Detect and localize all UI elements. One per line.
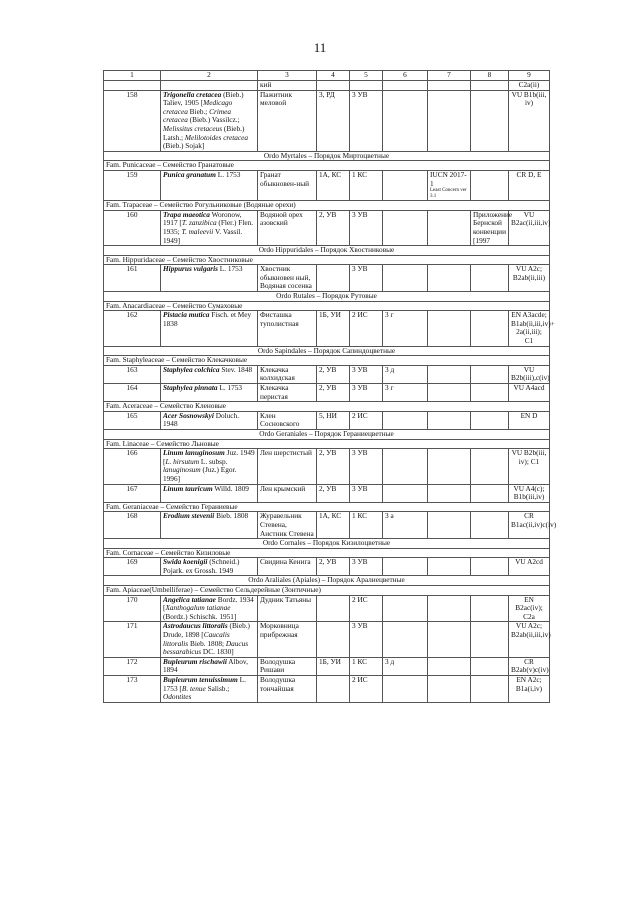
species-name: Acer Sosnowskyi Doluch. 1948 [161, 411, 258, 429]
iucn-cell [428, 622, 471, 657]
synonym-name: Odontites [163, 692, 192, 702]
family-heading: Fam. Cornaceae – Семейство Кизиловые [104, 548, 550, 558]
header-cell: 2 [161, 71, 258, 81]
convention-cell [471, 311, 509, 346]
criteria-cell: CR B2ab(v)c(iv) [509, 657, 550, 675]
criteria-cell: EN A2c; B1a(i,iv) [509, 676, 550, 703]
iucn-cell [428, 210, 471, 245]
species-name: Staphylea colchica Stev. 1848 [161, 365, 258, 383]
column-6-cell: 3 а [383, 512, 428, 539]
russian-name: Клекачка перистая [258, 384, 317, 402]
category-cell [317, 595, 350, 622]
convention-cell [471, 384, 509, 402]
iucn-note: Least Concern ver 3.1 [430, 188, 467, 200]
column-6-cell: 3 д [383, 657, 428, 675]
iucn-cell [428, 365, 471, 383]
category-cell: 1А, КС [317, 170, 350, 200]
order-heading: Ordo Araliales (Apiales) – Порядок Аралиецветные [104, 576, 550, 586]
iucn-cell [428, 595, 471, 622]
criteria-cell: VU B2b(iii, iv); C1 [509, 449, 550, 484]
species-name: Swida koenigii (Schneid.) Pojark. ex Grossh. 1949 [161, 558, 258, 576]
species-name: Linum tauricum Willd. 1809 [161, 484, 258, 502]
russian-name: Володушка тончайшая [258, 676, 317, 703]
iucn-cell [428, 265, 471, 292]
column-6-cell [383, 210, 428, 245]
table-row [104, 365, 550, 383]
russian-name: Дудник Татьяны [258, 595, 317, 622]
russian-name: Лен шерстистый [258, 449, 317, 484]
species-name: Bupleurum tenuissimum L. 1753 [B. tenue Salisb.; Odontites [161, 676, 258, 703]
iucn-cell [428, 311, 471, 346]
order-heading: Ordo Hippuridales – Порядок Хвостниковые [104, 246, 550, 256]
header-row [104, 71, 550, 81]
criteria-cell: CR D, E [509, 170, 550, 200]
iucn-cell [428, 657, 471, 675]
iucn-cell [428, 411, 471, 429]
table-row [104, 384, 550, 402]
russian-name: Фисташка туполистная [258, 311, 317, 346]
table-row [104, 676, 550, 703]
russian-name: Хвостник обыкновен ный, Водяная сосенка [258, 265, 317, 292]
table-row [104, 210, 550, 245]
header-cell: 3 [258, 71, 317, 81]
order-heading: Ordo Geraniales – Порядок Гераниецветные [104, 429, 550, 439]
species-latin-name: Staphylea pinnata [163, 383, 218, 392]
status-cell: 3 УВ [350, 622, 383, 657]
criteria-cell: VU A2cd [509, 558, 550, 576]
header-cell: 4 [317, 71, 350, 81]
species-name: Linum lanuginosum Juz. 1949 [L. hirsutum L. subsp. lanuginosum (Juz.) Egor. 1996] [161, 449, 258, 484]
continuation-cell: C2a(ii) [509, 81, 550, 91]
species-latin-name: Staphylea colchica [163, 364, 220, 374]
species-name: Trigonella cretacea (Bieb.) Taliev, 1905 [Medicago cretacea Bieb.; Crimea cretacea (Bieb.) Vassilcz.; Melissitus cretaceus (Bieb.) Latsh.; Melilotoides cretacea (Bieb.) Sojak] [161, 90, 258, 151]
column-6-cell: 3 г [383, 311, 428, 346]
category-cell [317, 265, 350, 292]
table-row [104, 170, 550, 200]
species-name: Angelica tatianae Bordz. 1934 [Xanthogalum tatianae (Bordz.) Schischk. 1951] [161, 595, 258, 622]
category-cell: 2, УВ [317, 558, 350, 576]
status-cell: 2 ИС [350, 676, 383, 703]
iucn-cell [428, 90, 471, 151]
family-heading: Fam. Trapaceae – Семейство Рогульниковые (Водяные орехи) [104, 201, 550, 211]
species-number: 171 [104, 622, 161, 657]
column-6-cell [383, 484, 428, 502]
species-name: Punica granatum L. 1753 [161, 170, 258, 200]
table-row [104, 90, 550, 151]
criteria-cell: CR B1ac(ii,iv)c(iv) [509, 512, 550, 539]
category-cell: 5, НИ [317, 411, 350, 429]
status-cell: 3 УВ [350, 449, 383, 484]
species-number: 165 [104, 411, 161, 429]
continuation-cell [471, 81, 509, 91]
page-number: 11 [313, 40, 327, 55]
species-number: 173 [104, 676, 161, 703]
category-cell: 1Б, УИ [317, 311, 350, 346]
convention-cell [471, 484, 509, 502]
synonym-name: Medicago cretacea [163, 98, 233, 116]
iucn-cell [428, 484, 471, 502]
species-latin-name: Trapa maeotica [163, 209, 210, 219]
category-cell: 2, УВ [317, 210, 350, 245]
family-heading: Fam. Apiaceae(Umbelliferae) – Семейство Сельдерейные (Зонтичные) [104, 586, 550, 596]
convention-cell [471, 411, 509, 429]
russian-name: Клен Сосновского [258, 411, 317, 429]
species-name: Pistacia mutica Fisch. et Mey 1838 [161, 311, 258, 346]
column-6-cell [383, 90, 428, 151]
order-heading: Ordo Myrtales – Порядок Миртоцветные [104, 151, 550, 161]
synonym-name: Melilotoides cretacea [184, 132, 249, 142]
species-name: Hippurus vulgaris L. 1753 [161, 265, 258, 292]
continuation-cell [350, 81, 383, 91]
family-heading: Fam. Anacardiaceae – Семейство Сумаховые [104, 301, 550, 311]
species-number: 167 [104, 484, 161, 502]
species-name: Bupleurum rischawii Albov, 1894 [161, 657, 258, 675]
category-cell: 3, РД [317, 90, 350, 151]
convention-cell [471, 265, 509, 292]
family-heading: Fam. Linaceae – Семейство Льновые [104, 439, 550, 449]
species-latin-name: Bupleurum tenuissimum [163, 675, 238, 684]
synonym-name: Crimea cretacea [163, 106, 232, 125]
order-row [104, 539, 550, 549]
species-number: 166 [104, 449, 161, 484]
species-latin-name: Astrodaucus littoralis [163, 621, 228, 631]
continuation-cell: кий [258, 81, 317, 91]
order-row [104, 246, 550, 256]
iucn-cell [428, 558, 471, 576]
iucn-cell [428, 676, 471, 703]
status-cell: 3 УВ [350, 558, 383, 576]
convention-cell [471, 558, 509, 576]
convention-cell [471, 676, 509, 703]
status-cell: 2 ИС [350, 595, 383, 622]
continuation-cell [104, 81, 161, 91]
synonym-name: T. zanzibica [181, 218, 217, 228]
status-cell: 1 КС [350, 170, 383, 200]
iucn-cell [428, 384, 471, 402]
iucn-cell [428, 512, 471, 539]
species-name: Trapa maeotica Woronow, 1917 [T. zanzibica (Fler.) Flen. 1935; T. maleevii V. Vassil. 1949] [161, 210, 258, 245]
order-heading: Ordo Sapindales – Порядок Сапиндоцветные [104, 346, 550, 356]
table-row [104, 411, 550, 429]
order-row [104, 292, 550, 302]
order-row [104, 429, 550, 439]
status-cell: 3 УВ [350, 90, 383, 151]
convention-cell [471, 365, 509, 383]
category-cell: 1А, КС [317, 512, 350, 539]
iucn-cell: IUCN 2017-1 Least Concern ver 3.1 [428, 170, 471, 200]
convention-cell [471, 512, 509, 539]
status-cell: 1 КС [350, 512, 383, 539]
russian-name: Лен крымский [258, 484, 317, 502]
species-latin-name: Erodium stevenii [163, 511, 215, 521]
column-6-cell: 3 д [383, 365, 428, 383]
criteria-cell: VU B2ac(ii,iii,iv) [509, 210, 550, 245]
column-6-cell [383, 411, 428, 429]
species-name: Erodium stevenii Bieb. 1808 [161, 512, 258, 539]
species-number: 170 [104, 595, 161, 622]
table-body [104, 70, 557, 703]
header-cell: 9 [509, 71, 550, 81]
russian-name: Гранат обыкновен-ный [258, 170, 317, 200]
column-6-cell [383, 622, 428, 657]
species-number: 158 [104, 90, 161, 151]
species-number: 169 [104, 558, 161, 576]
species-latin-name: Angelica tatianae [163, 594, 216, 604]
header-cell: 1 [104, 71, 161, 81]
continuation-cell [428, 81, 471, 91]
column-6-cell [383, 265, 428, 292]
header-cell: 8 [471, 71, 509, 81]
species-latin-name: Linum tauricum [163, 483, 213, 493]
column-6-cell [383, 558, 428, 576]
category-cell: 2, УВ [317, 484, 350, 502]
species-number: 160 [104, 210, 161, 245]
criteria-cell: EN D [509, 411, 550, 429]
species-name: Staphylea pinnata L. 1753 [161, 384, 258, 402]
status-cell: 2 ИС [350, 311, 383, 346]
table-row [104, 558, 550, 576]
synonym-name: lanuginosum [163, 465, 201, 475]
convention-cell [471, 90, 509, 151]
red-book-table [103, 70, 557, 703]
criteria-cell: VU A4acd [509, 384, 550, 402]
criteria-cell: EN B2ac(iv); C2a [509, 595, 550, 622]
species-latin-name: Acer Sosnowskyi [163, 410, 214, 420]
category-cell: 2, УВ [317, 365, 350, 383]
status-cell: 3 УВ [350, 365, 383, 383]
table-row [104, 595, 550, 622]
category-cell: 2, УВ [317, 384, 350, 402]
table-row [104, 657, 550, 675]
status-cell: 3 УВ [350, 484, 383, 502]
species-number: 161 [104, 265, 161, 292]
header-cell: 5 [350, 71, 383, 81]
status-cell: 2 ИС [350, 411, 383, 429]
russian-name: Водяной орех азовский [258, 210, 317, 245]
species-number: 164 [104, 384, 161, 402]
table-row [104, 311, 550, 346]
convention-cell [471, 449, 509, 484]
species-latin-name: Hippurus vulgaris [163, 264, 218, 274]
synonym-name: L. hirsutum [165, 456, 200, 466]
species-latin-name: Bupleurum rischawii [163, 656, 227, 666]
species-number: 162 [104, 311, 161, 346]
table-row [104, 449, 550, 484]
column-6-cell [383, 595, 428, 622]
category-cell: 1Б, УИ [317, 657, 350, 675]
table-row [104, 512, 550, 539]
russian-name: Свидина Кенига [258, 558, 317, 576]
species-latin-name: Punica granatum [163, 169, 216, 179]
header-cell: 7 [428, 71, 471, 81]
continuation-cell [317, 81, 350, 91]
continuation-cell [383, 81, 428, 91]
criteria-cell: VU A2c; B2ab(ii,iii,iv) [509, 622, 550, 657]
convention-cell [471, 657, 509, 675]
order-heading: Ordo Rutales – Порядок Рутовые [104, 292, 550, 302]
species-number: 159 [104, 170, 161, 200]
species-number: 168 [104, 512, 161, 539]
russian-name: Морковница прибрежная [258, 622, 317, 657]
family-heading: Fam. Hippuridaceae – Семейство Хвостниковые [104, 255, 550, 265]
synonym-name: Daucus bessarabicus [163, 638, 249, 657]
species-latin-name: Linum lanuginosum [163, 448, 225, 458]
convention-cell [471, 595, 509, 622]
russian-name: Володушка Ришави [258, 657, 317, 675]
criteria-cell: VU B2b(iii),c(iv) [509, 365, 550, 383]
table-row [104, 265, 550, 292]
convention-cell [471, 622, 509, 657]
header-cell: 6 [383, 71, 428, 81]
criteria-cell: EN A3acde; B1ab(ii,iii,iv)+ 2a(ii,iii); C1 [509, 311, 550, 346]
family-heading: Fam. Staphyleaceae – Семейство Клекачковые [104, 356, 550, 366]
species-latin-name: Trigonella cretacea [163, 89, 222, 99]
status-cell: 3 УВ [350, 210, 383, 245]
criteria-cell: VU A4(c); B1b(iii,iv) [509, 484, 550, 502]
criteria-cell: VU A2c; B2ab(ii,iii) [509, 265, 550, 292]
status-cell: 1 КС [350, 657, 383, 675]
table-row [104, 622, 550, 657]
species-name: Astrodaucus littoralis (Bieb.) Drude, 1898 [Caucalis littoralis Bieb. 1808; Daucus bessarabicus DC. 1830] [161, 622, 258, 657]
species-number: 172 [104, 657, 161, 675]
category-cell: 2, УВ [317, 449, 350, 484]
russian-name: Пажитник меловой [258, 90, 317, 151]
category-cell [317, 622, 350, 657]
category-cell [317, 676, 350, 703]
species-number: 163 [104, 365, 161, 383]
criteria-cell: VU B1b(iii, iv) [509, 90, 550, 151]
family-heading: Fam. Punicaceae – Семейство Гранатовые [104, 161, 550, 171]
column-6-cell [383, 170, 428, 200]
table-row [104, 484, 550, 502]
russian-name: Журавельник Стевена, Аистник Стевена [258, 512, 317, 539]
column-6-cell [383, 449, 428, 484]
synonym-name: T. maleevii [181, 226, 214, 236]
family-heading: Fam. Aceraceae – Семейство Кленовые [104, 402, 550, 412]
synonym-name: B. tenue [181, 683, 206, 693]
convention-cell: Приложение Бернской конвенции [1997 [471, 210, 509, 245]
column-6-cell: 3 г [383, 384, 428, 402]
synonym-name: Caucalis littoralis [163, 630, 230, 648]
status-cell: 3 УВ [350, 384, 383, 402]
iucn-cell [428, 449, 471, 484]
convention-cell [471, 170, 509, 200]
family-heading: Fam. Geraniaceae – Семейство Гераниевые [104, 502, 550, 512]
russian-name: Клекачка колхидская [258, 365, 317, 383]
species-latin-name: Swida koenigii [163, 557, 208, 567]
synonym-name: Melissitus cretaceus [163, 123, 223, 133]
order-heading: Ordo Cornales – Порядок Кизилоцветные [104, 539, 550, 549]
column-6-cell [383, 676, 428, 703]
species-latin-name: Pistacia mutica [163, 310, 210, 320]
synonym-name: Xanthogalum tatianae [165, 603, 231, 613]
status-cell: 3 УВ [350, 265, 383, 292]
